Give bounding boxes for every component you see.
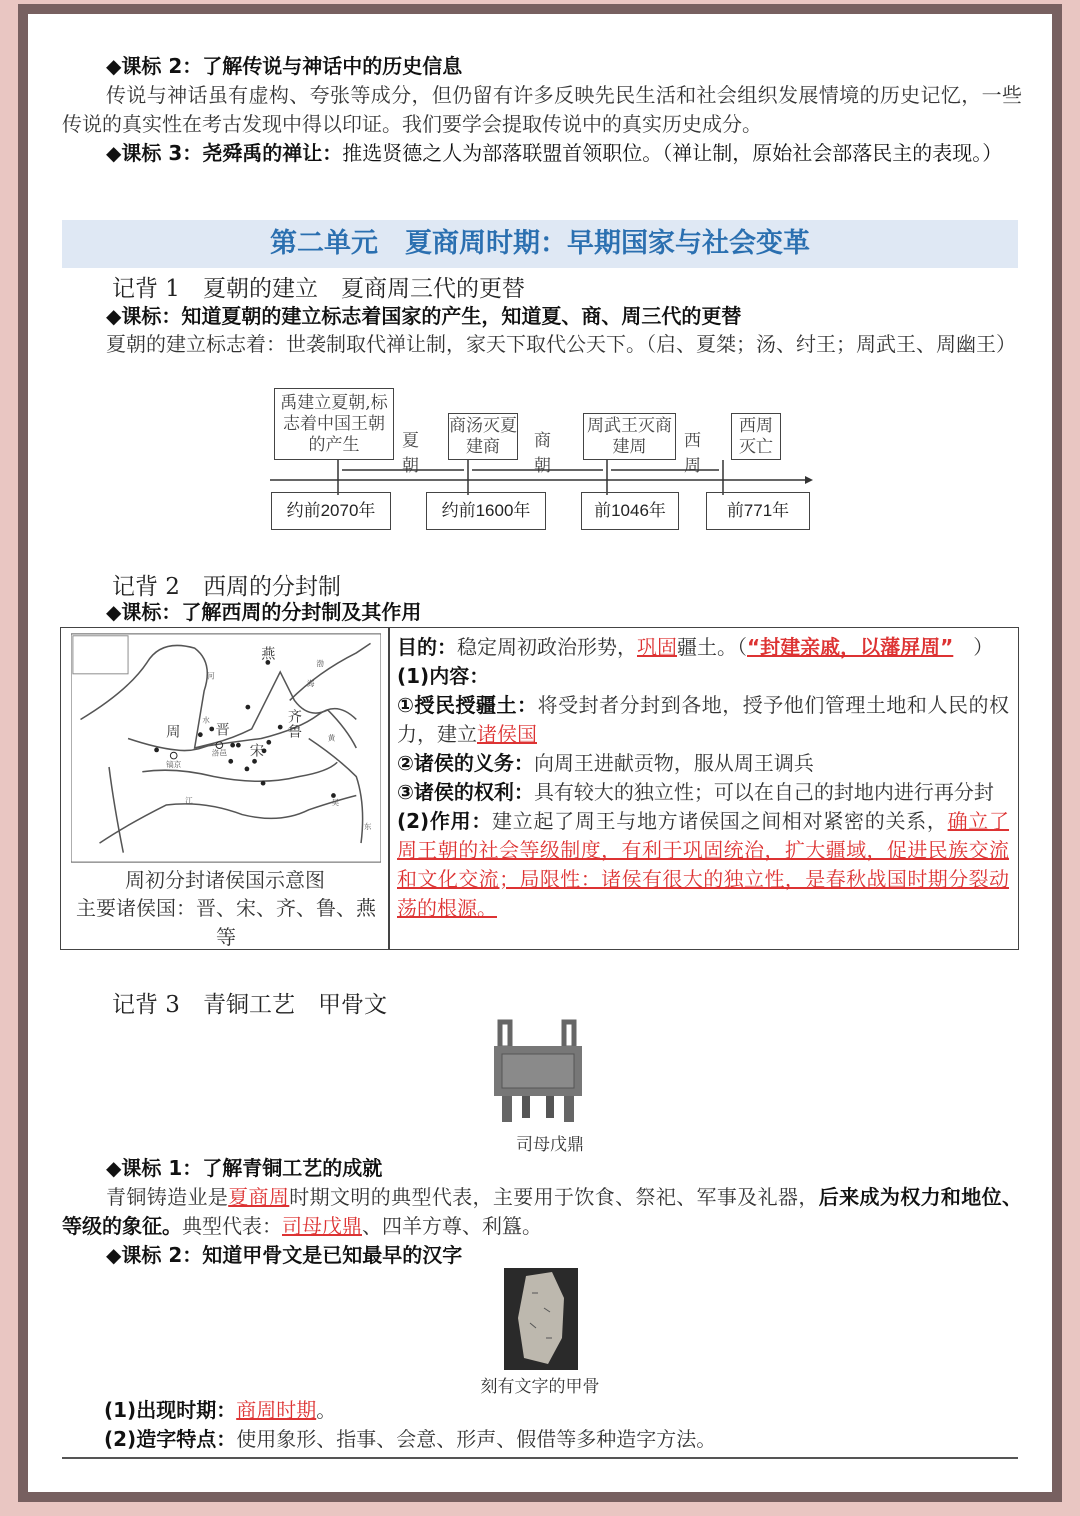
std2-title: ◆课标 2：了解传说与神话中的历史信息	[106, 54, 463, 78]
map-label: 东	[363, 821, 372, 831]
ding-image	[488, 1018, 588, 1126]
standard2: ◆课标 2：知道甲骨文是已知最早的汉字	[106, 1243, 463, 1267]
map-label: 宋	[249, 743, 265, 760]
divider	[62, 1457, 1018, 1459]
ding-caption: 司母戊鼎	[516, 1135, 584, 1155]
bone-caption: 刻有文字的甲骨	[480, 1377, 600, 1397]
map-label: 黄	[327, 733, 336, 743]
content1-label: ①授民授疆土：	[397, 693, 538, 717]
fengjian-content	[397, 633, 1009, 923]
unit-banner: 第二单元 夏商周时期：早期国家与社会变革	[62, 220, 1018, 268]
content1-text: 将受封者分封到各地，授予他们管理土地和人民的权力，建立	[397, 693, 1010, 746]
map-label: 渤	[316, 659, 324, 669]
period-label: 商朝	[534, 431, 551, 476]
map-cell	[63, 628, 387, 948]
period-label: (1)出现时期：	[104, 1398, 237, 1422]
content1-red: 诸侯国	[477, 722, 537, 746]
period-label: 西周	[684, 431, 701, 476]
effect-label: (2)作用：	[397, 809, 493, 833]
period-end: 。	[316, 1398, 337, 1422]
oracle-bone-image	[504, 1268, 578, 1370]
oracle-section	[104, 1396, 1024, 1454]
t1-red: 夏商周	[228, 1185, 290, 1209]
period-red: 商周时期	[236, 1398, 317, 1422]
purpose-quote: “封建亲戚，以藩屏周”	[747, 635, 954, 659]
t1d: 、四羊方尊、利簋。	[362, 1214, 542, 1238]
map-label: 河	[206, 671, 215, 681]
map-label: 江	[185, 796, 193, 806]
effect-text: 建立起了周王与地方诸侯国之间相对紧密的关系，	[492, 809, 948, 833]
t1c: 典型代表：	[182, 1214, 282, 1238]
content3-text: 具有较大的独立性；可以在自己的封地内进行再分封	[533, 780, 994, 804]
section1-heading: 记背 1 夏朝的建立 夏商周三代的更替	[112, 276, 525, 302]
section1-standard: ◆课标：知道夏朝的建立标志着国家的产生，知道夏、商、周三代的更替	[106, 304, 742, 328]
content3-label: ③诸侯的权利：	[397, 780, 534, 804]
map-label: 吴	[331, 798, 340, 808]
t1-bold: 后来成为权力和地位、等级的象征。	[62, 1185, 1023, 1238]
map-label: 海	[306, 679, 315, 689]
zhou-map	[71, 630, 381, 866]
period-label: 夏朝	[402, 431, 419, 476]
map-label: 燕	[261, 646, 276, 663]
section1-text: 夏朝的建立标志着：世袭制取代禅让制，家天下取代公天下。（启、夏桀；汤、纣王；周武王、周幽王）	[106, 332, 1016, 356]
feature-label: (2)造字特点：	[104, 1427, 237, 1451]
year-label: 约前2070年	[271, 492, 391, 530]
t1a: 青铜铸造业是	[106, 1185, 229, 1209]
t1-red2: 司母戊鼎	[282, 1214, 362, 1238]
timeline-event: 西周灭亡	[731, 413, 781, 460]
map-label: 洛邑	[211, 748, 227, 758]
purpose-red: 巩固	[637, 635, 677, 659]
standard1: ◆课标 1：了解青铜工艺的成就	[106, 1156, 383, 1180]
purpose-end: ）	[953, 635, 994, 659]
map-caption: 周初分封诸侯国示意图	[125, 868, 325, 892]
content2-text: 向周王进献贡物，服从周王调兵	[533, 751, 814, 775]
t1b: 时期文明的典型代表，主要用于饮食、祭祀、军事及礼器，	[289, 1185, 819, 1209]
section2-heading: 记背 2 西周的分封制	[112, 574, 341, 600]
bronze-section	[62, 1154, 1022, 1270]
timeline-event: 周武王灭商建周	[583, 413, 676, 460]
map-label: 镐京	[166, 760, 182, 770]
map-label: 水	[202, 715, 210, 725]
content-label: (1)内容：	[397, 664, 490, 688]
std3-text: 推选贤德之人为部落联盟首领职位。（禅让制，原始社会部落民主的表现。）	[342, 141, 1003, 165]
content2-label: ②诸侯的义务：	[397, 751, 534, 775]
main-states: 主要诸侯国：晋、宋、齐、鲁、燕等	[76, 896, 376, 949]
top-section	[62, 52, 1022, 168]
std2-text: 传说与神话虽有虚构、夸张等成分，但仍留有许多反映先民生活和社会组织发展情境的历史记忆，一些传说的真实性在考古发现中得以印证。我们要学会提取传说中的真实历史成分。	[62, 83, 1022, 136]
map-label: 周	[166, 724, 181, 741]
purpose-text: 稳定周初政治形势，	[457, 635, 637, 659]
effect-red: 确立了周王朝的社会等级制度，有利于巩固统治，扩大疆域，促进民族交流和文化交流；局限性：诸侯有很大的独立性，是春秋战国时期分裂动荡的根源。	[397, 809, 1010, 920]
std3-title: ◆课标 3：尧舜禹的禅让：	[106, 141, 343, 165]
map-label: 晋	[215, 722, 230, 739]
year-label: 前771年	[706, 492, 810, 530]
section2-standard: ◆课标：了解西周的分封制及其作用	[106, 600, 422, 624]
fengjian-table	[60, 627, 1019, 950]
year-label: 前1046年	[581, 492, 679, 530]
purpose-label: 目的：	[397, 635, 457, 659]
purpose-text2: 疆土。（	[677, 635, 747, 659]
map-label: 齐	[287, 709, 303, 726]
year-label: 约前1600年	[426, 492, 546, 530]
timeline-axis	[260, 455, 820, 495]
timeline-event: 禹建立夏朝,标志着中国王朝的产生	[274, 388, 394, 460]
feature-text: 使用象形、指事、会意、形声、假借等多种造字方法。	[236, 1427, 717, 1451]
map-label: 鲁	[287, 724, 303, 741]
timeline-event: 商汤灭夏建商	[448, 413, 518, 460]
section3-heading: 记背 3 青铜工艺 甲骨文	[112, 992, 387, 1018]
